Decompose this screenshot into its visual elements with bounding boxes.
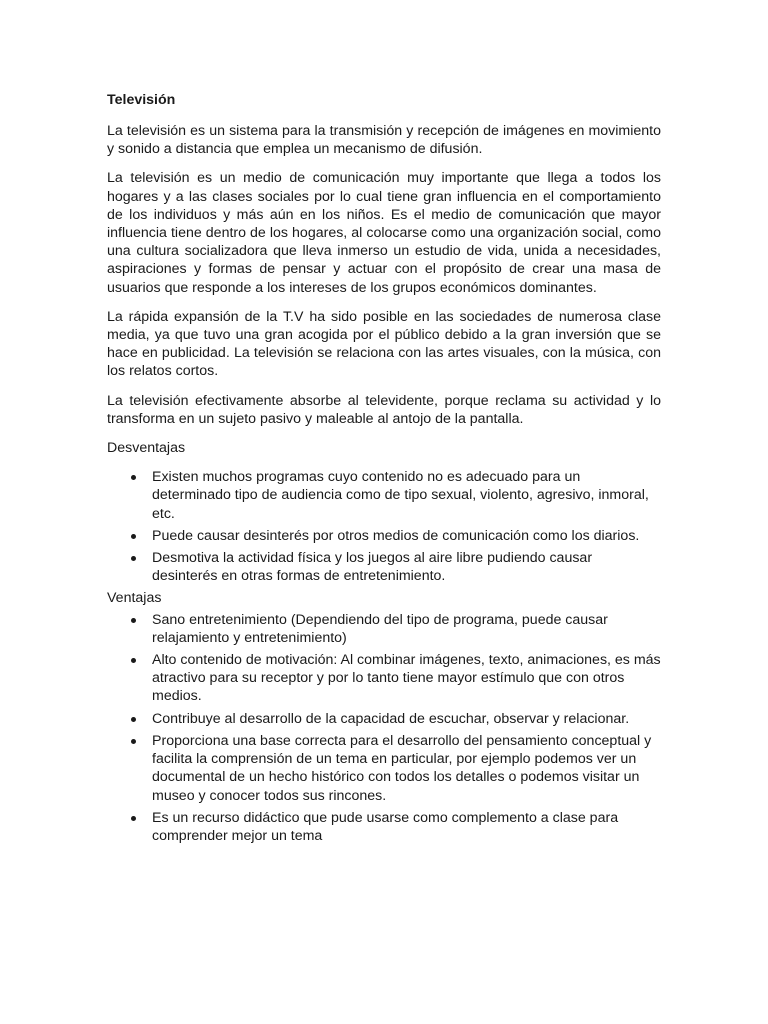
list-item-text: Proporciona una base correcta para el desarrollo del pensamiento conceptual y facilita la comprensión de un tema en particular, por ejemplo podemos ver un documental de un hecho histórico con todos los detalles o podemos visitar un museo y conocer todos sus rincones. <box>152 732 652 804</box>
bullet-icon <box>131 618 136 623</box>
list-item <box>107 651 661 706</box>
bullet-icon <box>131 534 136 539</box>
list-item <box>107 809 661 845</box>
list-item-text: Alto contenido de motivación: Al combinar imágenes, texto, animaciones, es más atractivo para su receptor y por lo tanto tiene mayor estímulo que con otros medios. <box>152 652 661 705</box>
paragraph-definition: La televisión es un sistema para la transmisión y recepción de imágenes en movimiento y sonido a distancia que emplea un mecanismo de difusión. <box>107 123 661 158</box>
list-item-text: Puede causar desinterés por otros medios de comunicación como los diarios. <box>152 527 640 544</box>
list-item <box>107 549 661 585</box>
paragraph-expansion: La rápida expansión de la T.V ha sido posible en las sociedades de numerosa clase media, ya que tuvo una gran acogida por el público debido a la gran inversión que se hace en publicidad. La televisión se relaciona con las artes visuales, con la música, con los relatos cortos. <box>107 308 661 380</box>
list-item-text: Es un recurso didáctico que pude usarse como complemento a clase para comprender mejor un tema <box>152 809 619 844</box>
bullet-icon <box>131 816 136 821</box>
paragraph-absorption: La televisión efectivamente absorbe al televidente, porque reclama su actividad y lo transforma en un sujeto pasivo y maleable al antojo de la pantalla. <box>107 392 661 427</box>
bullet-icon <box>131 717 136 722</box>
bullet-icon <box>131 658 136 663</box>
bullet-icon <box>131 739 136 744</box>
bullet-icon <box>131 475 136 480</box>
bullet-icon <box>131 556 136 561</box>
desventajas-heading: Desventajas <box>107 440 186 457</box>
list-item-text: Contribuye al desarrollo de la capacidad de escuchar, observar y relacionar. <box>152 710 630 727</box>
ventajas-heading: Ventajas <box>107 590 162 607</box>
list-item-text: Existen muchos programas cuyo contenido no es adecuado para un determinado tipo de audiencia como de tipo sexual, violento, agresivo, inmoral, etc. <box>152 469 649 522</box>
list-item <box>107 710 661 728</box>
document-page <box>107 91 661 849</box>
list-item <box>107 611 661 647</box>
list-item <box>107 732 661 805</box>
desventajas-list <box>107 468 661 585</box>
list-item <box>107 527 661 545</box>
document-title: Televisión <box>107 92 176 108</box>
paragraph-influence: La televisión es un medio de comunicación muy importante que llega a todos los hogares y a las clases sociales por lo cual tiene gran influencia en el comportamiento de los individuos y más aún en los niños. Es el medio de comunicación que mayor influencia tiene dentro de los hogares, al colocarse como una organización social, como una cultura socializadora que lleva inmerso un estudio de vida, unida a necesidades, aspiraciones y formas de pensar y actuar con el propósito de crear una masa de usuarios que responde a los intereses de los grupos económicos dominantes. <box>107 170 661 296</box>
list-item-text: Sano entretenimiento (Dependiendo del tipo de programa, puede causar relajamiento y entretenimiento) <box>152 611 608 646</box>
ventajas-list <box>107 611 661 845</box>
list-item-text: Desmotiva la actividad física y los juegos al aire libre pudiendo causar desinterés en otras formas de entretenimiento. <box>152 550 593 585</box>
list-item <box>107 468 661 523</box>
